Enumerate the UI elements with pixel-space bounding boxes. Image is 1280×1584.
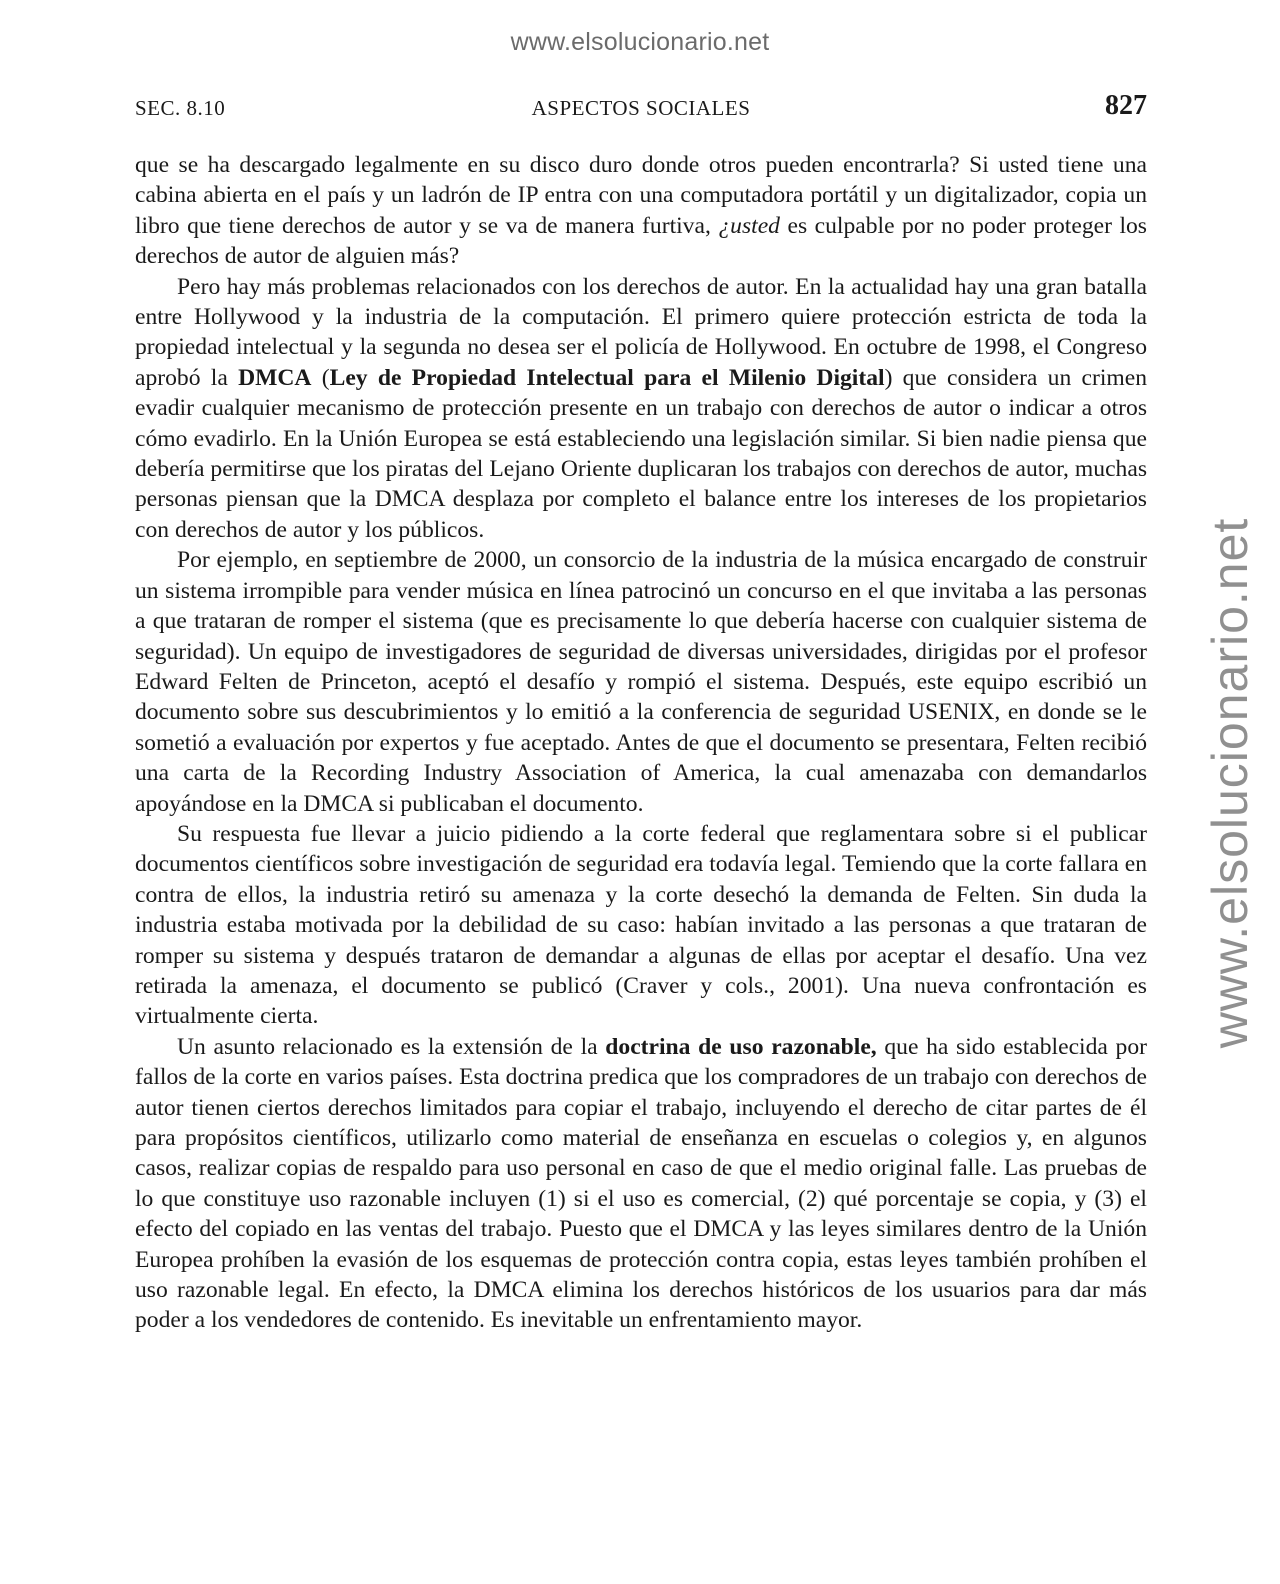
section-number: SEC. 8.10 <box>135 96 226 120</box>
paragraph-text: ( <box>311 364 330 391</box>
italic-text: ¿usted <box>718 212 780 239</box>
paragraph <box>135 1032 1147 1336</box>
paragraph <box>135 545 1147 819</box>
paragraph <box>135 819 1147 1032</box>
page-header <box>135 90 1147 124</box>
watermark-side: www.elsolucionario.net <box>1202 517 1258 1049</box>
paragraph-text: Su respuesta fue llevar a juicio pidiendo a la corte federal que reglamentara sobre si el publicar documentos científicos sobre investigación de seguridad era todavía legal. Temiendo que la corte fallara en contra de ellos, la industria retiró su amenaza y la corte desechó la demanda de Felten. Sin duda la industria estaba motivada por la debilidad de su caso: habían invitado a las personas a que trataran de romper su sistema y después trataron de demandar a algunas de ellas por aceptar el desafío. Una vez retirada la amenaza, el documento se publicó (Craver y cols., 2001). Una nueva confrontación es virtualmente cierta. <box>135 820 1147 1030</box>
paragraph-text: Un asunto relacionado es la extensión de la <box>177 1033 606 1060</box>
paragraph <box>135 272 1147 546</box>
bold-text: doctrina de uso razonable, <box>605 1033 877 1060</box>
paragraph-text: Por ejemplo, en septiembre de 2000, un consorcio de la industria de la música encargado de construir un sistema irrompible para vender música en línea patrocinó un concurso en el que invitaba a las personas a que trataran de romper el sistema (que es precisamente lo que debería hacerse con cualquier sistema de seguridad). Un equipo de investigadores de seguridad de diversas universidades, dirigidas por el profesor Edward Felten de Princeton, aceptó el desafío y rompió el sistema. Después, este equipo escribió un documento sobre sus descubrimientos y lo emitió a la conferencia de seguridad USENIX, en donde se le sometió a evaluación por expertos y fue aceptado. Antes de que el documento se presentara, Felten recibió una carta de la Recording Industry Association of America, la cual amenazaba con demandarlos apoyándose en la DMCA si publicaban el documento. <box>135 547 1147 817</box>
paragraph-text: que se ha descargado legalmente en su disco duro donde otros pueden encontrarla? Si usted tiene una cabina abierta en el país y un ladrón de IP entra con una computadora portátil y un digitalizador, copia un libro que tiene derechos de autor y se va de manera furtiva, <box>135 152 1147 239</box>
watermark-top: www.elsolucionario.net <box>510 28 770 56</box>
running-title: ASPECTOS SOCIALES <box>531 96 751 120</box>
paragraph-text: ) que considera un crimen evadir cualquier mecanismo de protección presente en un trabajo con derechos de autor o indicar a otros cómo evadirlo. En la Unión Europea se está estableciendo una legislación similar. Si bien nadie piensa que debería permitirse que los piratas del Lejano Oriente duplicaran los trabajos con derechos de autor, muchas personas piensan que la DMCA desplaza por completo el balance entre los intereses de los propietarios con derechos de autor y los públicos. <box>135 364 1148 543</box>
body-text <box>135 150 1147 1336</box>
bold-text: DMCA <box>238 364 312 391</box>
page-number: 827 <box>1105 90 1147 121</box>
paragraph-text: que ha sido establecida por fallos de la corte en varios países. Esta doctrina predica que los compradores de un trabajo con derechos de autor tienen ciertos derechos limitados para copiar el trabajo, incluyendo el derecho de citar partes de él para propósitos científicos, utilizarlo como material de enseñanza en escuelas o colegios y, en algunos casos, realizar copias de respaldo para uso personal en caso de que el medio original falle. Las pruebas de lo que constituye uso razonable incluyen (1) si el uso es comercial, (2) qué porcentaje se copia, y (3) el efecto del copiado en las ventas del trabajo. Puesto que el DMCA y las leyes similares dentro de la Unión Europea prohíben la evasión de los esquemas de protección contra copia, estas leyes también prohíben el uso razonable legal. En efecto, la DMCA elimina los derechos históricos de los usuarios para dar más poder a los vendedores de contenido. Es inevitable un enfrentamiento mayor. <box>135 1033 1147 1334</box>
paragraph-text: Pero hay más problemas relacionados con los derechos de autor. En la actualidad hay una gran batalla entre Hollywood y la industria de la computación. El primero quiere protección estricta de toda la propiedad intelectual y la segunda no desea ser el policía de Hollywood. En octubre de 1998, el Congreso aprobó la <box>135 273 1147 391</box>
bold-text: Ley de Propiedad Intelectual para el Milenio Digital <box>329 364 885 391</box>
paragraph <box>135 150 1147 272</box>
paragraph-text: es culpable por no poder proteger los derechos de autor de alguien más? <box>135 212 1147 270</box>
